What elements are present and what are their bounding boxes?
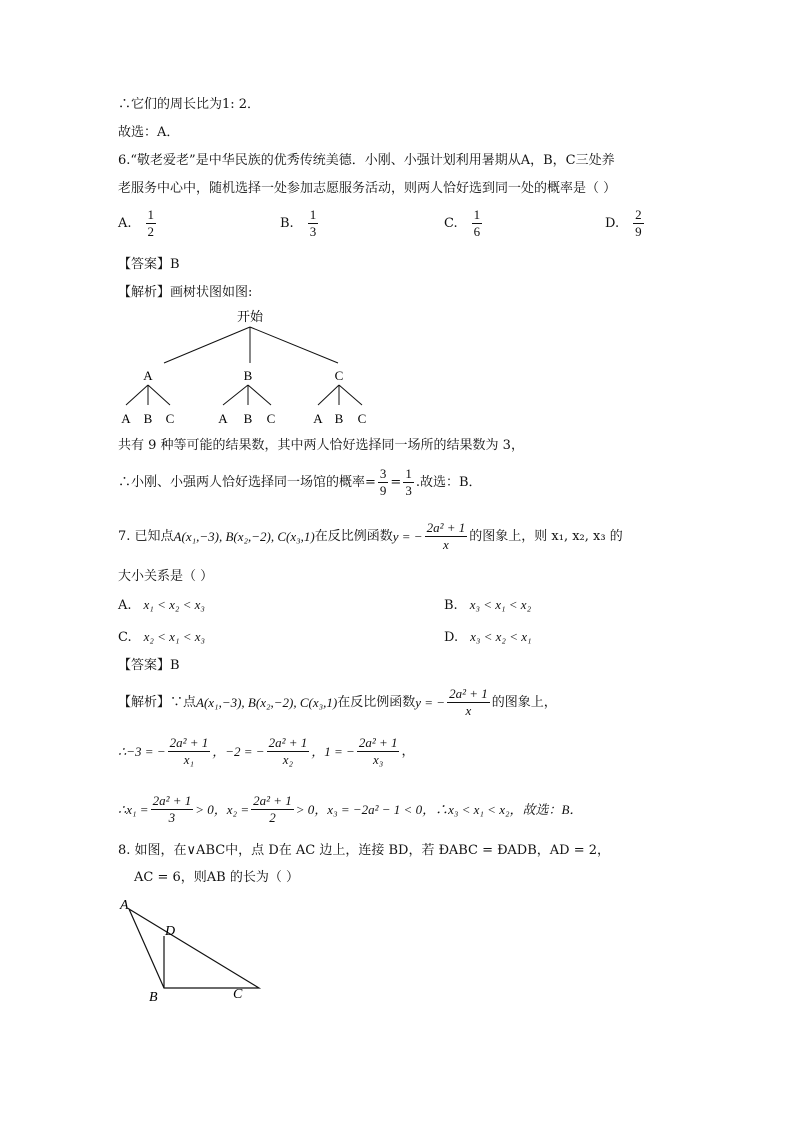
tree-leaf: C [266,411,276,426]
choice-line: 故选：A． [118,125,180,140]
fraction: $\frac{3}{9}$ [379,466,387,498]
option-text: x₃ < x₂ < x₁ [470,629,532,644]
option-text: x₂ < x₁ < x₃ [143,629,206,644]
q6-result2: ∴小刚、小强两人恰好选择同一场馆的概率= $\frac{3}{9}$ = $\frac{1}{3}$ .故选：B． [118,466,482,498]
option-label: D. [605,216,620,231]
q7-option-a [118,597,205,613]
vertex-b-label: B [149,990,158,1005]
q8-text-line2: AC = 6，则AB 的长为（ ） [134,870,299,885]
text-segment: .故选：B． [415,474,482,490]
option-label: D. [444,629,459,645]
text-segment: ， [401,743,415,759]
fraction: $\frac{\text{2a² + 1}}{\text{x₃}}$ [358,735,398,767]
tree-leaf: A [313,411,323,426]
tree-node-a: A [143,368,153,383]
tree-leaf: C [165,411,175,426]
tree-node-b: B [243,368,253,383]
fraction: $\frac{1}{6}$ [473,207,481,239]
option-label: A. [118,597,132,613]
q6-analysis: 【解析】画树状图如图: [118,285,253,300]
q6-result1: 共有 9 种等可能的结果数，其中两人恰好选择同一场所的结果数为 3， [118,438,524,453]
q6-text-line1: 6.“敬老爱老”是中华民族的优秀传统美德．小刚、小强计划利用暑期从A，B，C三处养 [118,153,615,168]
fraction: $\frac{\text{2a² + 1}}{\text{x₁}}$ [169,735,209,767]
q7-answer: 【答案】B [118,658,180,673]
tree-leaf: A [121,411,131,426]
tree-leaf: B [143,411,153,426]
q7-option-c [118,629,205,645]
q7-step2 [118,793,582,826]
math-func: y = − [415,694,446,710]
q7-step1 [118,735,415,768]
fraction: $\frac{1}{3}$ [309,207,317,239]
q7-option-b [444,597,531,613]
q6-option-a [118,207,158,240]
fraction: $\frac{\text{2a² + 1}}{x}$ [426,520,466,552]
text-segment: 的图象上，则 x₁, x₂, x₃ 的 [469,528,623,544]
option-label: B. [280,216,294,231]
tree-leaf: A [218,411,228,426]
tree-diagram [110,305,390,430]
q6-option-d [605,207,646,240]
text-segment: 7. 已知点 [118,528,174,544]
text-segment: > 0，x₃ = −2a² − 1 < 0，∴x₃ < x₁ < x₂，故选：B． [295,801,583,817]
vertex-a-label: A [120,898,129,913]
option-text: x₃ < x₁ < x₂ [469,597,532,612]
text-segment: 的图象上， [491,694,557,710]
fraction: $\frac{1}{2}$ [147,207,155,239]
text-segment: 在反比例函数 [314,528,393,544]
tree-root-label: 开始 [236,309,264,324]
option-label: C. [118,629,132,645]
q6-option-b [280,207,320,240]
tree-leaf: B [334,411,344,426]
q6-answer: 【答案】B [118,257,180,272]
q7-option-d [444,629,532,645]
q8-text-line1: 8. 如图，在∨ABC中，点 D在 AC 边上，连接 BD，若 ÐABC = ÐADB，AD = 2， [118,843,610,858]
text-segment: ，−2 = − [212,743,265,759]
option-label: B. [444,597,458,613]
q7-analysis [118,686,557,719]
vertex-c-label: C [233,987,243,1002]
text-segment: 在反比例函数 [337,694,416,710]
math-points: A(x₁,−3), B(x₂,−2), C(x₃,1) [196,694,338,710]
math-func: y = − [392,528,423,544]
text-segment: ∴x₁ = [118,801,149,817]
text-segment: ，1 = − [311,743,355,759]
math-points: A(x₁,−3), B(x₂,−2), C(x₃,1) [173,528,315,544]
tree-leaf: B [243,411,253,426]
text-segment: ∴−3 = − [118,743,166,759]
text-segment: ∴小刚、小强两人恰好选择同一场馆的概率= [118,474,376,490]
fraction: $\frac{2}{9}$ [635,207,642,239]
option-label: A. [118,216,132,231]
fraction: $\frac{\text{2a² + 1}}{x}$ [449,686,488,718]
conclusion-line: ∴它们的周长比为1: 2． [118,97,261,112]
q6-option-c [444,207,484,240]
fraction: $\frac{\text{2a² + 1}}{3}$ [152,793,192,825]
q7-text-line2: 大小关系是（ ） [118,569,214,584]
triangle-diagram [112,893,272,1008]
triangle-abc [129,909,259,988]
option-label: C. [444,216,458,231]
tree-node-c: C [334,368,344,383]
fraction: $\frac{\text{2a² + 1}}{\text{x₂}}$ [268,735,308,767]
text-segment: > 0，x₂ = [195,801,250,817]
option-text: x₁ < x₂ < x₃ [143,597,205,612]
tree-leaf: C [357,411,367,426]
fraction: $\frac{\text{2a² + 1}}{2}$ [253,793,292,825]
fraction: $\frac{1}{3}$ [405,466,412,498]
q7-text-line1 [118,520,623,553]
vertex-d-label: D [165,924,176,939]
text-segment: 【解析】∵点 [118,694,197,710]
q6-text-line2: 老服务中心中，随机选择一处参加志愿服务活动，则两人恰好选到同一处的概率是（ ） [118,181,617,196]
